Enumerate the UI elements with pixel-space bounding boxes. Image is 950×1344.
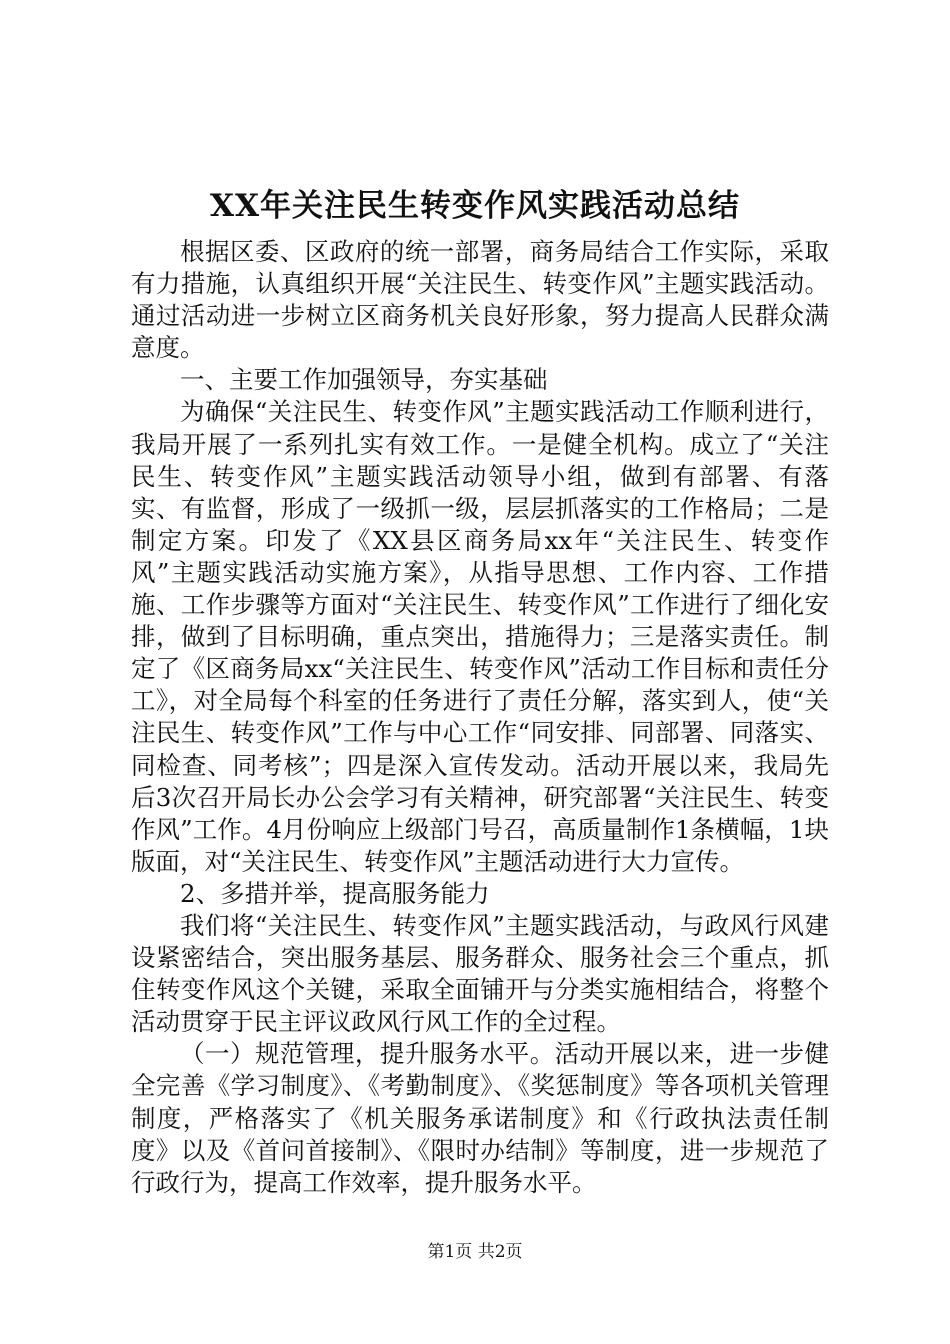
paragraph-intro: 根据区委、区政府的统一部署，商务局结合工作实际，采取有力措施，认真组织开展“关注民生、转变作风”主题实践活动。通过活动进一步树立区商务机关良好形象，努力提高人民群众满意度。 [131, 237, 829, 363]
paragraph-section-2: 我们将“关注民生、转变作风”主题实践活动，与政风行风建设紧密结合，突出服务基层、服务群众、服务社会三个重点，抓住转变作风这个关键，采取全面铺开与分类实施相结合，将整个活动贯穿于民主评议政风行风工作的全过程。 [131, 910, 829, 1037]
page-number-footer: 第1页 共2页 [427, 1242, 523, 1262]
document-body [131, 236, 829, 1199]
section-heading-2: 2、多措并举，提高服务能力 [180, 878, 490, 908]
section-heading-1: 一、主要工作加强领导，夯实基础 [180, 365, 548, 395]
paragraph-subsection-1: （一）规范管理，提升服务水平。活动开展以来，进一步健全完善《学习制度》、《考勤制度》、《奖惩制度》等各项机关管理制度，严格落实了《机关服务承诺制度》和《行政执法责任制度》以及《首问首接制》、《限时办结制》等制度，进一步规范了行政行为，提高工作效率，提升服务水平。 [131, 1039, 829, 1197]
paragraph-section-1: 为确保“关注民生、转变作风”主题实践活动工作顺利进行，我局开展了一系列扎实有效工作。一是健全机构。成立了“关注民生、转变作风”主题实践活动领导小组，做到有部署、有落实、有监督，形成了一级抓一级，层层抓落实的工作格局；二是制定方案。印发了《XX县区商务局xx年“关注民生、转变作风”主题实践活动实施方案》，从指导思想、工作内容、工作措施、工作步骤等方面对“关注民生、转变作风”工作进行了细化安排，做到了目标明确，重点突出，措施得力；三是落实责任。制定了《区商务局xx“关注民生、转变作风”活动工作目标和责任分工》，对全局每个科室的任务进行了责任分解，落实到人，使“关注民生、转变作风”工作与中心工作“同安排、同部署、同落实、同检查、同考核”；四是深入宣传发动。活动开展以来，我局先后3次召开局长办公会学习有关精神，研究部署“关注民生、转变作风”工作。4月份响应上级部门号召，高质量制作1条横幅，1块版面，对“关注民生、转变作风”主题活动进行大力宣传。 [131, 397, 829, 876]
document-title: XX年关注民生转变作风实践活动总结 [209, 188, 741, 224]
